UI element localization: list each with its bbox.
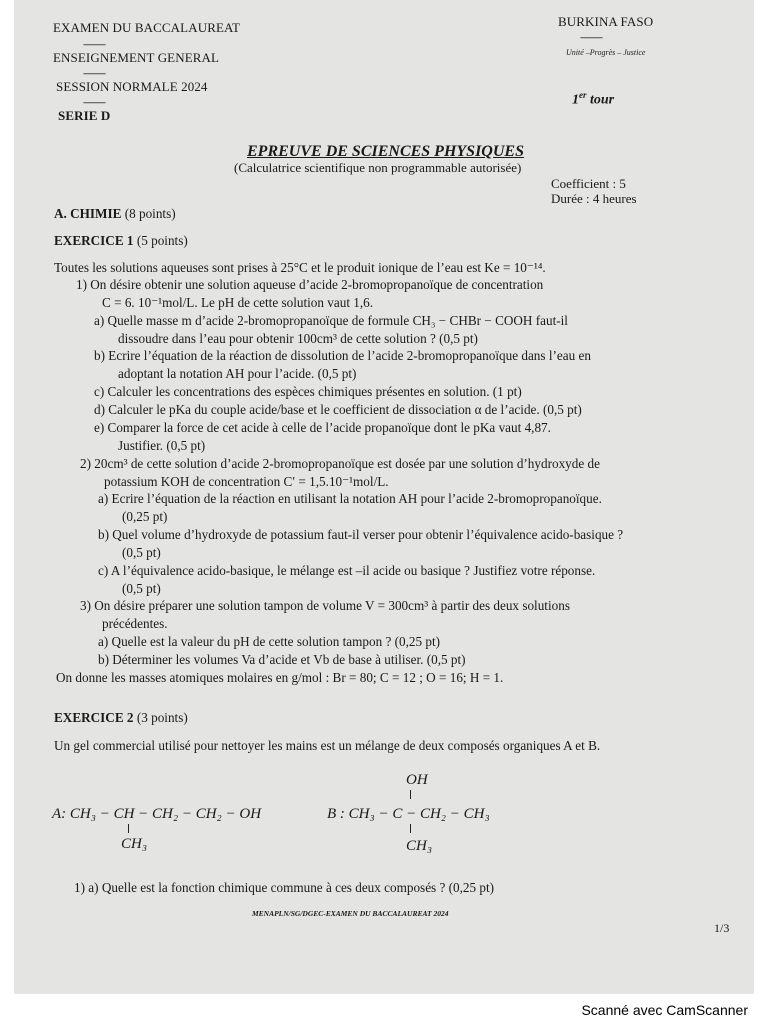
scanner-watermark: Scanné avec CamScanner (581, 1002, 748, 1018)
separator: ----------- (580, 32, 602, 42)
formula-a-branch: CH₃ (121, 836, 148, 852)
exam-name: EXAMEN DU BACCALAUREAT (53, 20, 241, 35)
question-line: 1) a) Quelle est la fonction chimique commune à ces deux composés ? (0,25 pt) (74, 880, 495, 895)
question-line: dissoudre dans l’eau pour obtenir 100cm³ de cette solution ? (0,5 pt) (118, 331, 478, 346)
subtitle: (Calculatrice scientifique non programmable autorisée) (234, 160, 522, 175)
formula-a: A: CH₃ − CH − CH₂ − CH₂ − OH (52, 806, 262, 822)
question-line: d) Calculer le pKa du couple acide/base et le coefficient de dissociation α de l’acide. (0,5 pt) (94, 402, 582, 417)
motto: Unité –Progrès – Justice (566, 48, 646, 57)
separator: ----------- (83, 39, 105, 49)
footer-reference: MENAPLN/SG/DGEC-EXAMEN DU BACCALAUREAT 2024 (252, 909, 449, 918)
section-heading: A. CHIMIE (8 points) (54, 206, 176, 221)
exercise-1-heading: EXERCICE 1 (5 points) (54, 233, 188, 248)
question-line: e) Comparer la force de cet acide à celle de l’acide propanoïque dont le pKa vaut 4,87. (94, 420, 551, 435)
coefficient: Coefficient : 5 (551, 176, 626, 191)
question-line: a) Ecrire l’équation de la réaction en utilisant la notation AH pour l’acide 2-bromopropanoïque. (98, 491, 602, 506)
question-line: (0,5 pt) (122, 545, 161, 560)
exam-session: SESSION NORMALE 2024 (56, 79, 208, 94)
country: BURKINA FASO (558, 14, 654, 29)
question-line: c) A l’équivalence acido-basique, le mélange est –il acide ou basique ? Justifiez votre réponse. (98, 563, 596, 578)
bond-line (128, 824, 129, 833)
question-line: (0,5 pt) (122, 581, 161, 596)
question-line: c) Calculer les concentrations des espèces chimiques présentes en solution. (1 pt) (94, 384, 522, 399)
exam-series: SERIE D (58, 108, 111, 123)
question-line: b) Quel volume d’hydroxyde de potassium faut-il verser pour obtenir l’équivalence acido-basique ? (98, 527, 624, 542)
formula-b: B : CH₃ − C − CH₂ − CH₃ (327, 806, 490, 822)
scanned-page (14, 0, 754, 994)
question-line: 3) On désire préparer une solution tampon de volume V = 300cm³ à partir des deux solutions (80, 598, 570, 613)
question-line: 1) On désire obtenir une solution aqueuse d’acide 2-bromopropanoïque de concentration (76, 277, 544, 292)
separator: ----------- (83, 68, 105, 78)
question-line: a) Quelle masse m d’acide 2-bromopropanoïque de formule CH₃ − CHBr − COOH faut-il (94, 313, 568, 328)
question-line: 2) 20cm³ de cette solution d’acide 2-bromopropanoïque est dosée par une solution d’hydroxyde de (80, 456, 600, 471)
exercise-2-heading: EXERCICE 2 (3 points) (54, 710, 188, 725)
molar-masses: On donne les masses atomiques molaires en g/mol : Br = 80; C = 12 ; O = 16; H = 1. (56, 670, 504, 685)
tour: 1er tour (572, 90, 615, 108)
question-line: b) Déterminer les volumes Va d’acide et Vb de base à utiliser. (0,5 pt) (98, 652, 466, 667)
question-line: (0,25 pt) (122, 509, 168, 524)
question-line: b) Ecrire l’équation de la réaction de dissolution de l’acide 2-bromopropanoïque dans l’eau en (94, 348, 591, 363)
question-line: adoptant la notation AH pour l’acide. (0,5 pt) (118, 366, 357, 381)
question-line: a) Quelle est la valeur du pH de cette solution tampon ? (0,25 pt) (98, 634, 441, 649)
duration: Durée : 4 heures (551, 191, 637, 206)
exercise-1-intro: Toutes les solutions aqueuses sont prises à 25°C et le produit ionique de l’eau est Ke = 10⁻¹⁴. (54, 260, 546, 275)
page-number: 1/3 (714, 921, 730, 935)
exam-type: ENSEIGNEMENT GENERAL (53, 50, 220, 65)
question-line: Justifier. (0,5 pt) (118, 438, 206, 453)
bond-line (410, 790, 411, 799)
bond-line (410, 824, 411, 833)
formula-b-branch: CH₃ (406, 838, 433, 854)
question-line: potassium KOH de concentration C′ = 1,5.10⁻¹mol/L. (104, 474, 389, 489)
formula-b-hydroxyl: OH (406, 772, 428, 788)
question-line: précédentes. (102, 616, 168, 631)
exercise-2-intro: Un gel commercial utilisé pour nettoyer les mains est un mélange de deux composés organiques A et B. (54, 738, 601, 753)
separator: ----------- (83, 97, 105, 107)
page-title: EPREUVE DE SCIENCES PHYSIQUES (247, 143, 524, 160)
question-line: C = 6. 10⁻¹mol/L. Le pH de cette solution vaut 1,6. (102, 295, 374, 310)
